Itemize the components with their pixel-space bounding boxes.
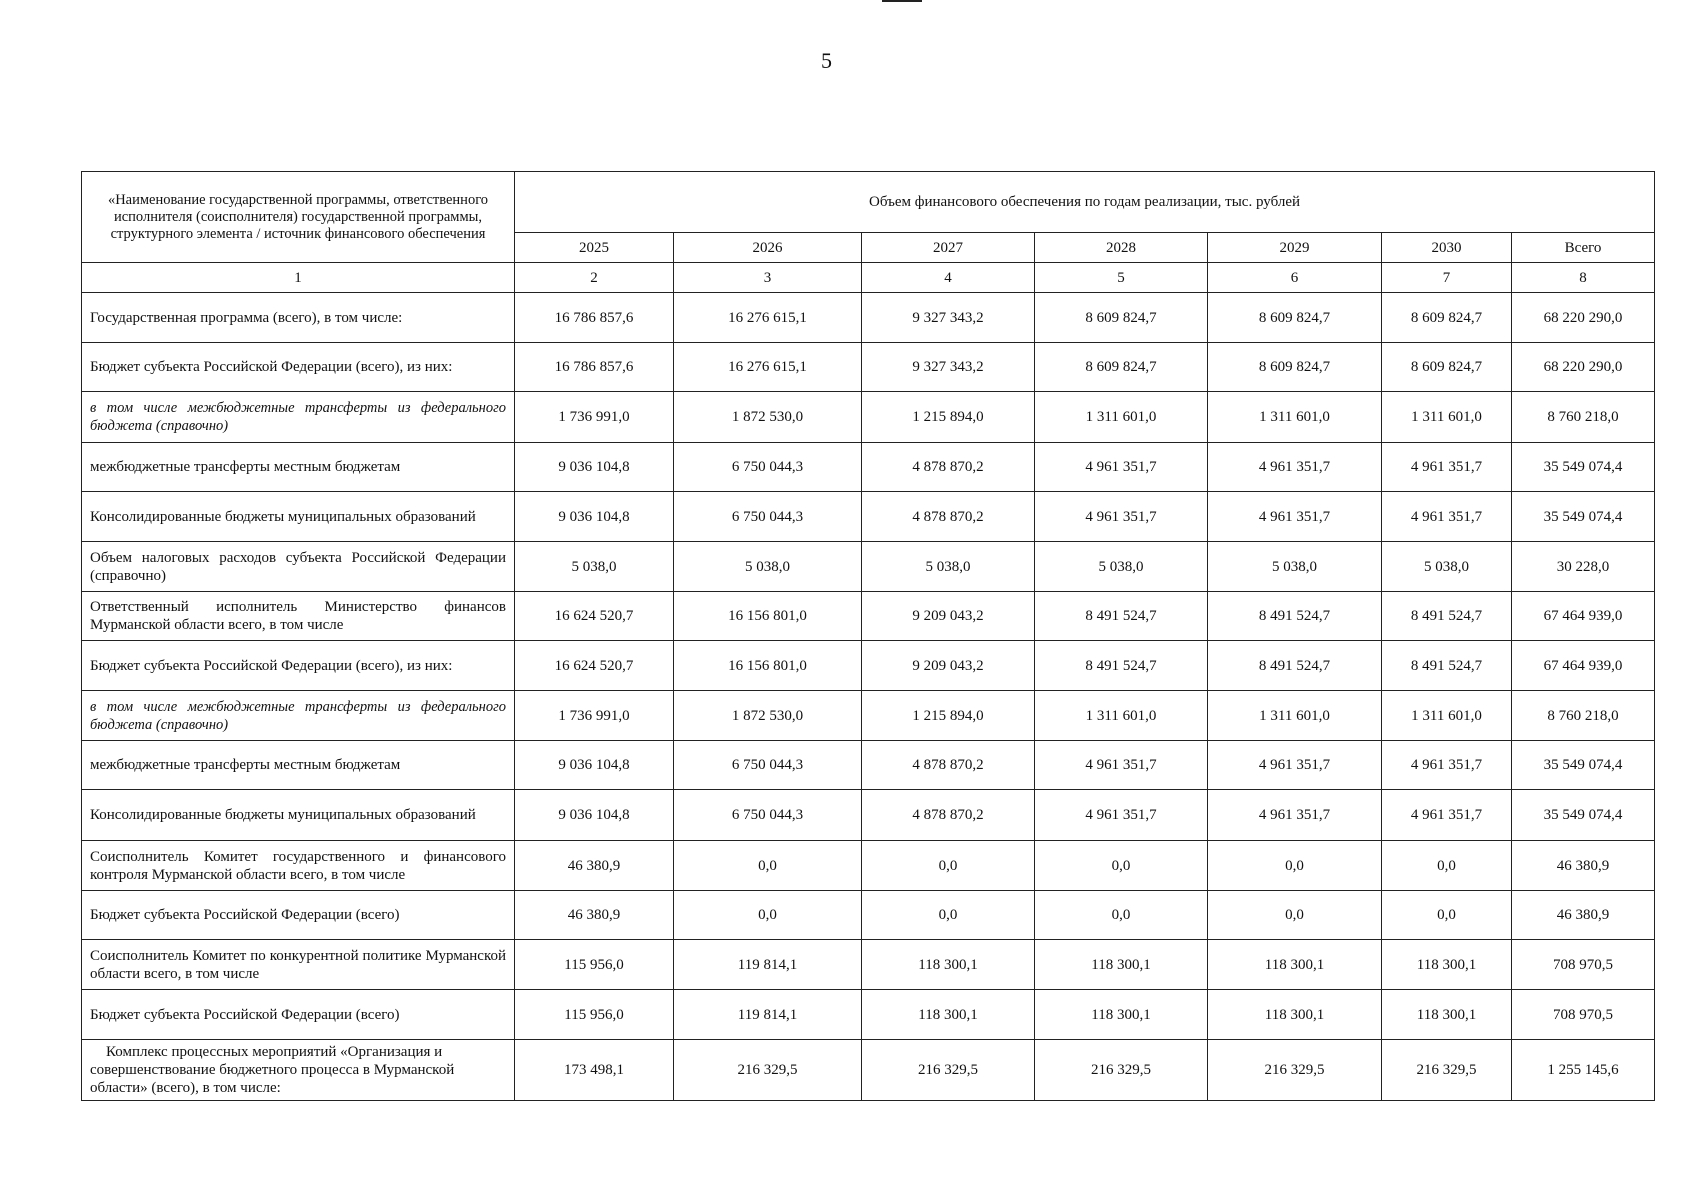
row-value: 1 215 894,0 bbox=[862, 691, 1035, 741]
year-header: 2026 bbox=[674, 233, 862, 263]
row-label: Консолидированные бюджеты муниципальных образований bbox=[82, 790, 515, 841]
row-value: 119 814,1 bbox=[674, 990, 862, 1040]
row-label: Бюджет субъекта Российской Федерации (всего) bbox=[82, 990, 515, 1040]
row-value: 4 878 870,2 bbox=[862, 443, 1035, 492]
row-value: 0,0 bbox=[1035, 891, 1208, 940]
row-total: 35 549 074,4 bbox=[1512, 741, 1655, 790]
budget-table bbox=[81, 171, 1655, 1101]
row-value: 216 329,5 bbox=[674, 1040, 862, 1101]
row-value: 8 609 824,7 bbox=[1208, 293, 1382, 343]
row-value: 1 311 601,0 bbox=[1208, 691, 1382, 741]
row-value: 16 156 801,0 bbox=[674, 592, 862, 641]
row-value: 1 736 991,0 bbox=[515, 392, 674, 443]
row-value: 4 961 351,7 bbox=[1208, 741, 1382, 790]
row-value: 118 300,1 bbox=[862, 990, 1035, 1040]
row-value: 0,0 bbox=[1382, 841, 1512, 891]
row-value: 4 961 351,7 bbox=[1035, 790, 1208, 841]
row-label: Соисполнитель Комитет по конкурентной политике Мурманской области всего, в том числе bbox=[82, 940, 515, 990]
row-total: 1 255 145,6 bbox=[1512, 1040, 1655, 1101]
row-total: 35 549 074,4 bbox=[1512, 492, 1655, 542]
row-value: 4 961 351,7 bbox=[1208, 443, 1382, 492]
column-number: 4 bbox=[862, 263, 1035, 293]
row-value: 8 491 524,7 bbox=[1208, 592, 1382, 641]
name-column-header: «Наименование государственной программы, ответственного исполнителя (соисполнителя) государственной программы, структурного элемента / источник финансового обеспечения bbox=[82, 172, 515, 263]
row-value: 1 311 601,0 bbox=[1382, 691, 1512, 741]
row-value: 4 961 351,7 bbox=[1035, 492, 1208, 542]
table-row bbox=[82, 293, 1655, 343]
row-label: Государственная программа (всего), в том числе: bbox=[82, 293, 515, 343]
row-value: 0,0 bbox=[674, 841, 862, 891]
column-number: 8 bbox=[1512, 263, 1655, 293]
table-row bbox=[82, 392, 1655, 443]
table-row bbox=[82, 443, 1655, 492]
row-total: 68 220 290,0 bbox=[1512, 293, 1655, 343]
row-value: 4 878 870,2 bbox=[862, 790, 1035, 841]
row-value: 216 329,5 bbox=[1035, 1040, 1208, 1101]
row-total: 46 380,9 bbox=[1512, 891, 1655, 940]
column-number: 6 bbox=[1208, 263, 1382, 293]
row-value: 6 750 044,3 bbox=[674, 492, 862, 542]
row-total: 67 464 939,0 bbox=[1512, 641, 1655, 691]
row-label: Бюджет субъекта Российской Федерации (всего), из них: bbox=[82, 641, 515, 691]
column-number-row bbox=[82, 263, 1655, 293]
row-value: 9 327 343,2 bbox=[862, 293, 1035, 343]
row-value: 1 311 601,0 bbox=[1035, 691, 1208, 741]
row-value: 9 036 104,8 bbox=[515, 741, 674, 790]
row-value: 1 311 601,0 bbox=[1035, 392, 1208, 443]
column-number: 5 bbox=[1035, 263, 1208, 293]
row-label: межбюджетные трансферты местным бюджетам bbox=[82, 443, 515, 492]
row-total: 35 549 074,4 bbox=[1512, 443, 1655, 492]
row-value: 0,0 bbox=[1208, 891, 1382, 940]
row-total: 8 760 218,0 bbox=[1512, 392, 1655, 443]
top-rule bbox=[882, 0, 922, 2]
row-value: 4 961 351,7 bbox=[1035, 741, 1208, 790]
row-value: 0,0 bbox=[862, 841, 1035, 891]
row-label: в том числе межбюджетные трансферты из федерального бюджета (справочно) bbox=[82, 392, 515, 443]
row-total: 68 220 290,0 bbox=[1512, 343, 1655, 392]
row-value: 46 380,9 bbox=[515, 891, 674, 940]
row-value: 6 750 044,3 bbox=[674, 443, 862, 492]
year-header: 2027 bbox=[862, 233, 1035, 263]
table-row bbox=[82, 741, 1655, 790]
row-label: Бюджет субъекта Российской Федерации (всего), из них: bbox=[82, 343, 515, 392]
row-label: в том числе межбюджетные трансферты из федерального бюджета (справочно) bbox=[82, 691, 515, 741]
year-header: 2029 bbox=[1208, 233, 1382, 263]
header-row bbox=[82, 172, 1655, 233]
row-value: 4 878 870,2 bbox=[862, 741, 1035, 790]
row-value: 118 300,1 bbox=[1035, 990, 1208, 1040]
table-row bbox=[82, 343, 1655, 392]
row-value: 5 038,0 bbox=[1208, 542, 1382, 592]
row-value: 5 038,0 bbox=[515, 542, 674, 592]
row-value: 5 038,0 bbox=[1382, 542, 1512, 592]
row-value: 16 786 857,6 bbox=[515, 293, 674, 343]
row-value: 1 311 601,0 bbox=[1208, 392, 1382, 443]
row-value: 9 327 343,2 bbox=[862, 343, 1035, 392]
table-row bbox=[82, 891, 1655, 940]
row-value: 1 872 530,0 bbox=[674, 691, 862, 741]
row-value: 115 956,0 bbox=[515, 940, 674, 990]
row-value: 5 038,0 bbox=[674, 542, 862, 592]
row-value: 0,0 bbox=[862, 891, 1035, 940]
row-value: 16 786 857,6 bbox=[515, 343, 674, 392]
row-total: 708 970,5 bbox=[1512, 940, 1655, 990]
row-value: 4 961 351,7 bbox=[1208, 492, 1382, 542]
row-total: 708 970,5 bbox=[1512, 990, 1655, 1040]
row-value: 6 750 044,3 bbox=[674, 790, 862, 841]
row-value: 16 276 615,1 bbox=[674, 343, 862, 392]
row-value: 8 491 524,7 bbox=[1035, 592, 1208, 641]
funding-group-header: Объем финансового обеспечения по годам реализации, тыс. рублей bbox=[515, 172, 1655, 233]
row-value: 16 624 520,7 bbox=[515, 592, 674, 641]
row-label: Консолидированные бюджеты муниципальных образований bbox=[82, 492, 515, 542]
row-value: 4 961 351,7 bbox=[1382, 741, 1512, 790]
year-header: 2028 bbox=[1035, 233, 1208, 263]
row-value: 9 036 104,8 bbox=[515, 443, 674, 492]
row-value: 119 814,1 bbox=[674, 940, 862, 990]
row-total: 30 228,0 bbox=[1512, 542, 1655, 592]
row-value: 4 961 351,7 bbox=[1382, 790, 1512, 841]
year-header: 2025 bbox=[515, 233, 674, 263]
row-value: 4 961 351,7 bbox=[1382, 492, 1512, 542]
row-value: 4 878 870,2 bbox=[862, 492, 1035, 542]
row-value: 216 329,5 bbox=[1382, 1040, 1512, 1101]
row-value: 1 872 530,0 bbox=[674, 392, 862, 443]
row-value: 16 276 615,1 bbox=[674, 293, 862, 343]
row-label: Ответственный исполнитель Министерство финансов Мурманской области всего, в том числе bbox=[82, 592, 515, 641]
row-value: 216 329,5 bbox=[1208, 1040, 1382, 1101]
row-value: 9 036 104,8 bbox=[515, 492, 674, 542]
column-number: 3 bbox=[674, 263, 862, 293]
row-label: Соисполнитель Комитет государственного и финансового контроля Мурманской области всего, в том числе bbox=[82, 841, 515, 891]
column-number: 2 bbox=[515, 263, 674, 293]
row-value: 0,0 bbox=[674, 891, 862, 940]
total-header: Всего bbox=[1512, 233, 1655, 263]
row-total: 67 464 939,0 bbox=[1512, 592, 1655, 641]
row-value: 8 491 524,7 bbox=[1035, 641, 1208, 691]
row-label: Бюджет субъекта Российской Федерации (всего) bbox=[82, 891, 515, 940]
row-value: 9 209 043,2 bbox=[862, 641, 1035, 691]
table-row bbox=[82, 542, 1655, 592]
row-value: 16 156 801,0 bbox=[674, 641, 862, 691]
row-value: 8 609 824,7 bbox=[1208, 343, 1382, 392]
row-value: 118 300,1 bbox=[1035, 940, 1208, 990]
row-value: 216 329,5 bbox=[862, 1040, 1035, 1101]
row-value: 46 380,9 bbox=[515, 841, 674, 891]
table-row bbox=[82, 990, 1655, 1040]
row-value: 8 609 824,7 bbox=[1035, 343, 1208, 392]
row-value: 118 300,1 bbox=[1382, 990, 1512, 1040]
table-row bbox=[82, 641, 1655, 691]
row-value: 6 750 044,3 bbox=[674, 741, 862, 790]
table-row bbox=[82, 790, 1655, 841]
table-row bbox=[82, 1040, 1655, 1101]
row-total: 46 380,9 bbox=[1512, 841, 1655, 891]
row-value: 1 736 991,0 bbox=[515, 691, 674, 741]
row-total: 35 549 074,4 bbox=[1512, 790, 1655, 841]
row-value: 4 961 351,7 bbox=[1035, 443, 1208, 492]
table-row bbox=[82, 841, 1655, 891]
row-label: Объем налоговых расходов субъекта Российской Федерации (справочно) bbox=[82, 542, 515, 592]
row-value: 8 491 524,7 bbox=[1208, 641, 1382, 691]
row-value: 1 215 894,0 bbox=[862, 392, 1035, 443]
row-total: 8 760 218,0 bbox=[1512, 691, 1655, 741]
year-header: 2030 bbox=[1382, 233, 1512, 263]
table-row bbox=[82, 592, 1655, 641]
table-row bbox=[82, 691, 1655, 741]
row-value: 1 311 601,0 bbox=[1382, 392, 1512, 443]
row-label: межбюджетные трансферты местным бюджетам bbox=[82, 741, 515, 790]
row-value: 118 300,1 bbox=[862, 940, 1035, 990]
row-value: 8 491 524,7 bbox=[1382, 592, 1512, 641]
column-number: 7 bbox=[1382, 263, 1512, 293]
row-value: 8 609 824,7 bbox=[1382, 293, 1512, 343]
table-row bbox=[82, 492, 1655, 542]
column-number: 1 bbox=[82, 263, 515, 293]
row-value: 8 609 824,7 bbox=[1035, 293, 1208, 343]
row-value: 9 209 043,2 bbox=[862, 592, 1035, 641]
row-value: 8 491 524,7 bbox=[1382, 641, 1512, 691]
row-value: 115 956,0 bbox=[515, 990, 674, 1040]
row-value: 173 498,1 bbox=[515, 1040, 674, 1101]
row-value: 4 961 351,7 bbox=[1382, 443, 1512, 492]
row-value: 9 036 104,8 bbox=[515, 790, 674, 841]
row-value: 5 038,0 bbox=[862, 542, 1035, 592]
row-value: 118 300,1 bbox=[1382, 940, 1512, 990]
row-value: 4 961 351,7 bbox=[1208, 790, 1382, 841]
row-value: 0,0 bbox=[1035, 841, 1208, 891]
row-label: Комплекс процессных мероприятий «Организация и совершенствование бюджетного процесса в Мурманской области» (всего), в том числе: bbox=[82, 1040, 515, 1101]
row-value: 8 609 824,7 bbox=[1382, 343, 1512, 392]
row-value: 16 624 520,7 bbox=[515, 641, 674, 691]
row-value: 0,0 bbox=[1382, 891, 1512, 940]
row-value: 118 300,1 bbox=[1208, 990, 1382, 1040]
table-row bbox=[82, 940, 1655, 990]
row-value: 118 300,1 bbox=[1208, 940, 1382, 990]
row-value: 0,0 bbox=[1208, 841, 1382, 891]
row-value: 5 038,0 bbox=[1035, 542, 1208, 592]
page-number: 5 bbox=[821, 48, 832, 73]
